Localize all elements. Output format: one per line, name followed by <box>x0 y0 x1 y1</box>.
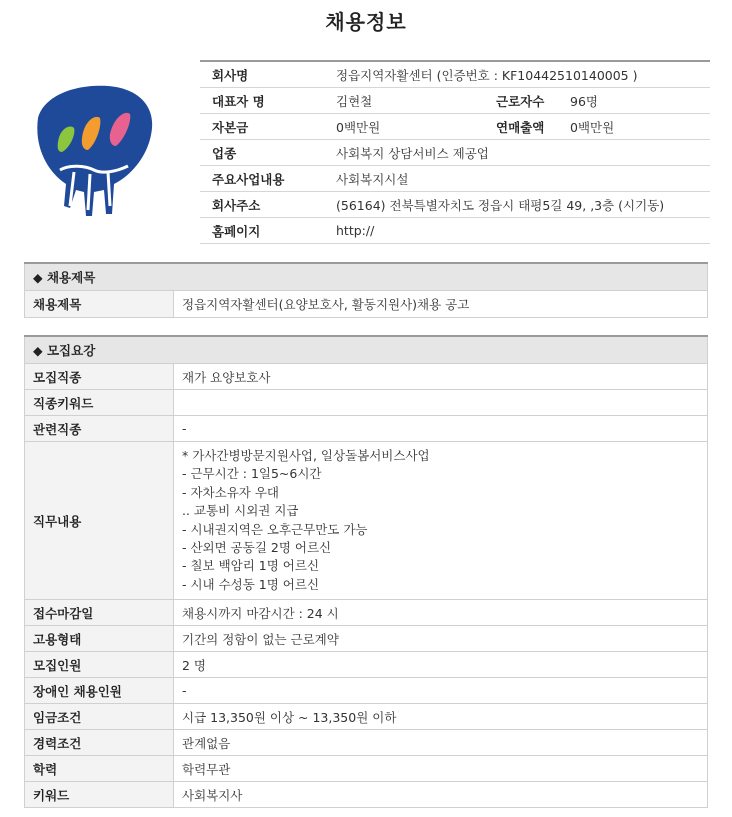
deadline-label: 접수마감일 <box>25 600 174 626</box>
industry-value: 사회복지 상담서비스 제공업 <box>324 140 710 166</box>
company-info-table <box>200 60 710 244</box>
company-row-capital <box>200 114 710 140</box>
company-row-business <box>200 166 710 192</box>
table-row <box>25 364 708 390</box>
recruit-title-label: 채용제목 <box>25 291 174 318</box>
table-row <box>25 756 708 782</box>
capital-label: 자본금 <box>200 114 324 140</box>
industry-label: 업종 <box>200 140 324 166</box>
employment-type-label: 고용형태 <box>25 626 174 652</box>
duty-line: - 산외면 공동길 2명 어르신 <box>182 539 332 555</box>
company-logo <box>30 82 158 218</box>
employees-value: 96명 <box>558 88 710 114</box>
sales-value: 0백만원 <box>558 114 710 140</box>
page-title: 채용정보 <box>325 10 407 34</box>
table-row <box>25 678 708 704</box>
recruit-title-header-row <box>25 263 708 291</box>
disabled-headcount-value: - <box>174 678 708 704</box>
job-type-label: 모집직종 <box>25 364 174 390</box>
capital-value: 0백만원 <box>324 114 484 140</box>
recruit-title-table <box>24 262 708 318</box>
duties-value <box>174 442 708 600</box>
company-row-name <box>200 61 710 88</box>
duties-label: 직무내용 <box>25 442 174 600</box>
ceo-value: 김현철 <box>324 88 484 114</box>
requirements-header: ◆ 모집요강 <box>25 336 708 364</box>
wage-label: 임금조건 <box>25 704 174 730</box>
table-row <box>25 730 708 756</box>
recruit-title-header: ◆ 채용제목 <box>25 263 708 291</box>
company-row-homepage <box>200 218 710 244</box>
business-label: 주요사업내용 <box>200 166 324 192</box>
sales-label: 연매출액 <box>484 114 558 140</box>
duty-line: - 근무시간 : 1일5~6시간 <box>182 466 322 482</box>
homepage-link[interactable]: http:// <box>324 218 710 244</box>
career-value: 관계없음 <box>174 730 708 756</box>
table-row <box>25 782 708 808</box>
company-row-ceo <box>200 88 710 114</box>
education-value: 학력무관 <box>174 756 708 782</box>
related-job-value: - <box>174 416 708 442</box>
employment-type-value: 기간의 정함이 없는 근로계약 <box>174 626 708 652</box>
company-row-industry <box>200 140 710 166</box>
table-row <box>25 704 708 730</box>
duty-line: .. 교통비 시외권 지급 <box>182 503 299 519</box>
employees-label: 근로자수 <box>484 88 558 114</box>
duty-line: - 자차소유자 우대 <box>182 484 279 500</box>
table-row <box>25 652 708 678</box>
headcount-value: 2 명 <box>174 652 708 678</box>
homepage-label: 홈페이지 <box>200 218 324 244</box>
duty-line: - 시내권지역은 오후근무만도 가능 <box>182 521 368 537</box>
education-label: 학력 <box>25 756 174 782</box>
disabled-headcount-label: 장애인 채용인원 <box>25 678 174 704</box>
wage-value: 시급 13,350원 이상 ~ 13,350원 이하 <box>174 704 708 730</box>
requirements-header-row <box>25 336 708 364</box>
table-row <box>25 416 708 442</box>
address-value: (56164) 전북특별자치도 정읍시 태평5길 49, ,3층 (시기동) <box>324 192 710 218</box>
table-row <box>25 442 708 600</box>
duty-line: * 가사간병방문지원사업, 일상돌봄서비스사업 <box>182 447 430 463</box>
recruit-title-row <box>25 291 708 318</box>
table-row <box>25 626 708 652</box>
address-label: 회사주소 <box>200 192 324 218</box>
ceo-label: 대표자 명 <box>200 88 324 114</box>
duty-line: - 시내 수성동 1명 어르신 <box>182 576 320 592</box>
career-label: 경력조건 <box>25 730 174 756</box>
business-value: 사회복지시설 <box>324 166 710 192</box>
company-name-label: 회사명 <box>200 61 324 88</box>
recruit-title-value: 정읍지역자활센터(요양보호사, 활동지원사)채용 공고 <box>174 291 708 318</box>
company-row-address <box>200 192 710 218</box>
company-name-value: 정읍지역자활센터 (인증번호 : KF10442510140005 ) <box>324 61 710 88</box>
table-row <box>25 600 708 626</box>
job-keyword-value <box>174 390 708 416</box>
headcount-label: 모집인원 <box>25 652 174 678</box>
job-type-value: 재가 요양보호사 <box>174 364 708 390</box>
deadline-value: 채용시까지 마감시간 : 24 시 <box>174 600 708 626</box>
keyword-label: 키워드 <box>25 782 174 808</box>
related-job-label: 관련직종 <box>25 416 174 442</box>
job-keyword-label: 직종키워드 <box>25 390 174 416</box>
requirements-table <box>24 335 708 808</box>
table-row <box>25 390 708 416</box>
keyword-value: 사회복지사 <box>174 782 708 808</box>
duty-line: - 칠보 백암리 1명 어르신 <box>182 558 320 574</box>
